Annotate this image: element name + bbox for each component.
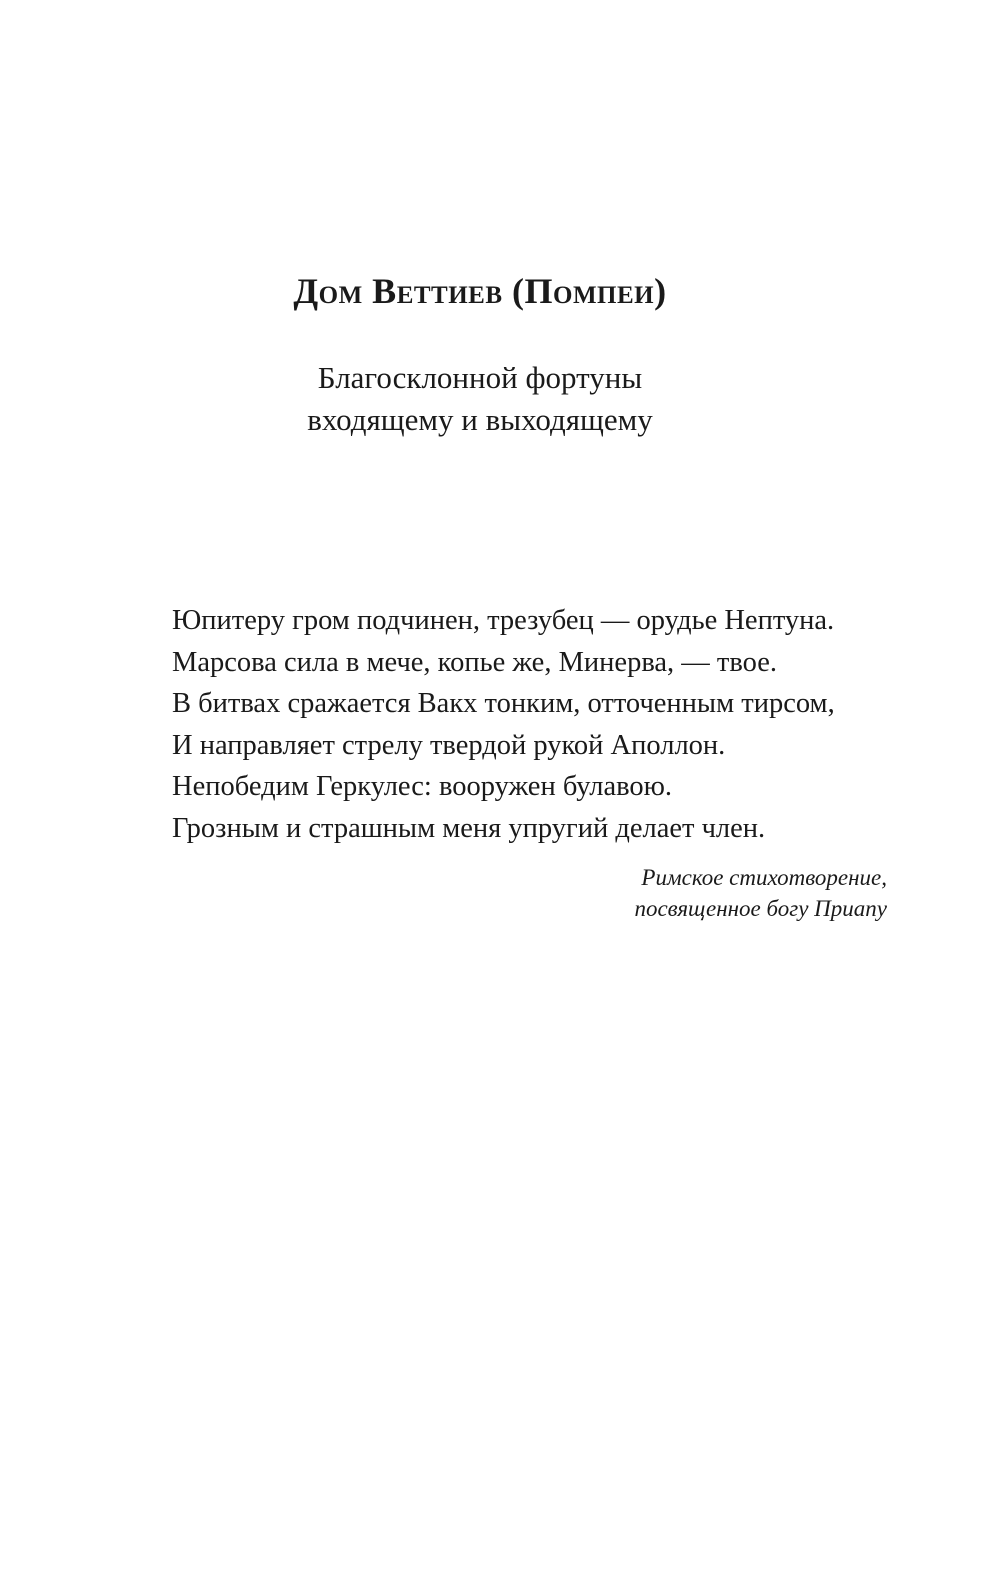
poem-line: И направляет стрелу твердой рукой Аполлон. <box>172 729 726 761</box>
chapter-title: Дом Веттиев (Помпеи) <box>293 271 667 311</box>
poem-line: Юпитеру гром подчинен, трезубец — орудье Нептуна. <box>172 605 835 636</box>
poem-line: Грозным и страшным меня упругий делает член. <box>172 812 766 844</box>
poem-line: Непобедим Геркулес: вооружен булавою. <box>172 771 673 802</box>
poem <box>172 600 932 849</box>
poem-line: Марсова сила в мече, копье же, Минерва, — твое. <box>172 646 778 678</box>
subtitle-line: входящему и выходящему <box>307 402 653 437</box>
epigraph-subtitle <box>0 357 960 441</box>
attribution-line: посвященное богу Приапу <box>634 896 887 921</box>
poem-attribution <box>634 862 887 924</box>
poem-line: В битвах сражается Вакх тонким, отточенным тирсом, <box>172 688 835 719</box>
subtitle-line: Благосклонной фортуны <box>317 360 643 395</box>
attribution-line: Римское стихотворение, <box>641 865 887 890</box>
